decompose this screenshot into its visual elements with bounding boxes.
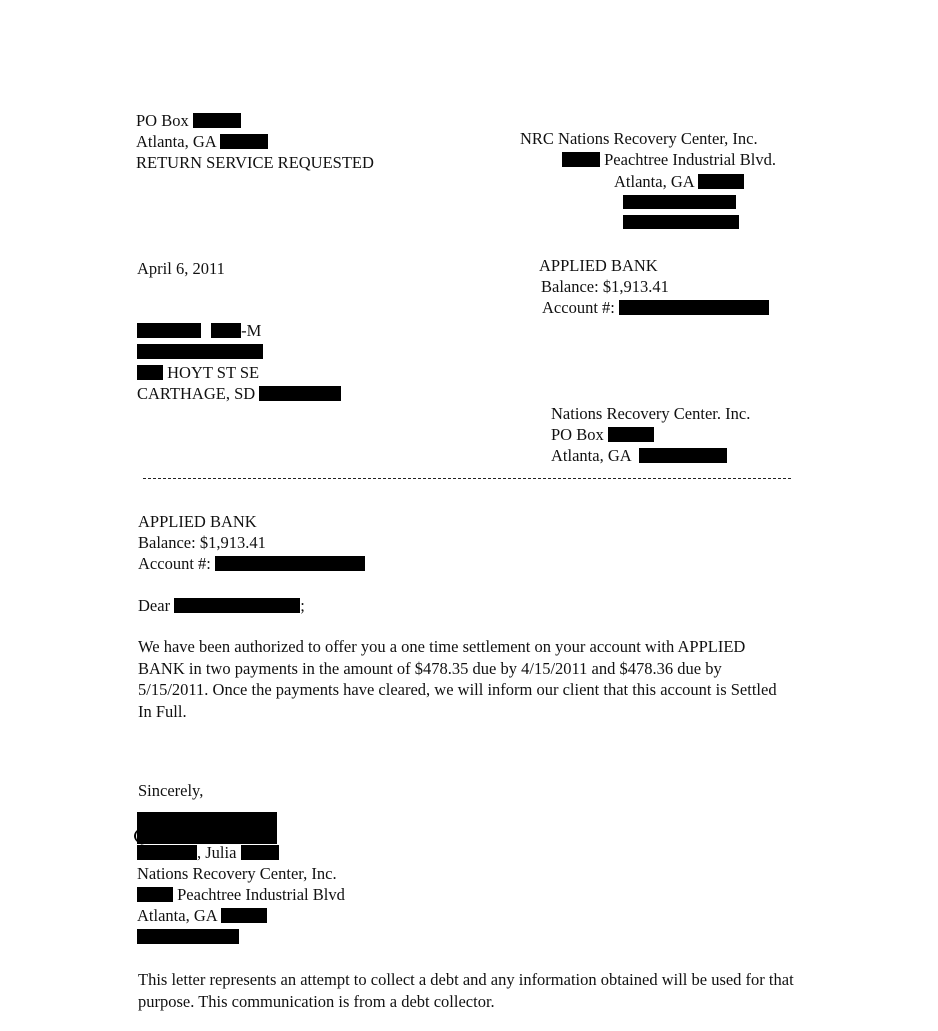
redaction bbox=[137, 929, 239, 944]
salutation: Dear bbox=[138, 596, 171, 615]
salutation-end: ; bbox=[300, 596, 305, 615]
agency-city-line bbox=[614, 171, 744, 192]
sender-address bbox=[136, 110, 374, 173]
redaction bbox=[174, 598, 300, 613]
recipient-line2 bbox=[137, 341, 341, 362]
account-number-line bbox=[539, 297, 769, 318]
remit-po-box-label: PO Box bbox=[551, 425, 604, 444]
redaction bbox=[220, 134, 268, 149]
remit-city-line bbox=[551, 445, 750, 466]
creditor-name: APPLIED BANK bbox=[539, 256, 658, 275]
agency-street-line bbox=[562, 149, 776, 170]
remit-name: Nations Recovery Center. Inc. bbox=[551, 404, 751, 423]
redaction bbox=[215, 556, 365, 571]
stub-balance: Balance: $1,913.41 bbox=[138, 533, 266, 552]
redaction bbox=[639, 448, 727, 463]
debt-collector-disclaimer: This letter represents an attempt to collect a debt and any information obtained will be used for that purpose. This communication is from a debt collector. bbox=[138, 970, 794, 1011]
stub-account-label: Account #: bbox=[138, 554, 211, 573]
redaction bbox=[623, 215, 739, 229]
recipient-address bbox=[137, 320, 341, 404]
redaction bbox=[211, 323, 241, 338]
redaction bbox=[259, 386, 341, 401]
letter-body: We have been authorized to offer you a one time settlement on your account with APPLIED BANK in two payments in the amount of $478.35 due by 4/15/2011 and $478.36 due by 5/15/2011. Once the payments have cleared, we will inform our client that this account is Settled In Full. bbox=[138, 637, 777, 721]
redaction bbox=[137, 845, 197, 860]
signature-city-line bbox=[137, 905, 345, 926]
recipient-city-state: CARTHAGE, SD bbox=[137, 384, 256, 403]
recipient-street-line bbox=[137, 362, 341, 383]
salutation-line bbox=[138, 595, 305, 616]
signature-name-part: , Julia bbox=[197, 843, 237, 862]
recipient-name-line bbox=[137, 320, 341, 341]
redaction bbox=[221, 908, 267, 923]
sender-city-state: Atlanta, GA bbox=[136, 132, 216, 151]
remit-city-state: Atlanta, GA bbox=[551, 446, 631, 465]
agency-street: Peachtree Industrial Blvd. bbox=[604, 150, 776, 169]
sender-po-box-label: PO Box bbox=[136, 111, 189, 130]
redaction bbox=[698, 174, 744, 189]
remit-po-box-line bbox=[551, 424, 750, 445]
tear-off-line bbox=[143, 478, 791, 479]
redaction bbox=[562, 152, 600, 167]
redaction bbox=[193, 113, 241, 128]
recipient-name-suffix: -M bbox=[241, 321, 262, 340]
redaction bbox=[619, 300, 769, 315]
recipient-city-line bbox=[137, 383, 341, 404]
redaction bbox=[241, 845, 279, 860]
signature-street: Peachtree Industrial Blvd bbox=[177, 885, 345, 904]
agency-city-state: Atlanta, GA bbox=[614, 172, 694, 191]
stub-account-line bbox=[138, 553, 365, 574]
signature-block bbox=[137, 842, 345, 947]
redaction bbox=[137, 344, 263, 359]
recipient-street: HOYT ST SE bbox=[167, 363, 260, 382]
signature-city-state: Atlanta, GA bbox=[137, 906, 217, 925]
account-info-stub bbox=[138, 511, 365, 574]
stub-creditor: APPLIED BANK bbox=[138, 512, 257, 531]
redaction bbox=[623, 195, 736, 209]
balance-amount: Balance: $1,913.41 bbox=[541, 277, 669, 296]
redaction bbox=[137, 887, 173, 902]
remit-to-address bbox=[551, 403, 750, 466]
account-label: Account #: bbox=[542, 298, 615, 317]
signature-name-line bbox=[137, 842, 345, 863]
signature-line5 bbox=[137, 926, 345, 947]
redaction bbox=[608, 427, 654, 442]
signature-company: Nations Recovery Center, Inc. bbox=[137, 864, 337, 883]
return-service-text: RETURN SERVICE REQUESTED bbox=[136, 153, 374, 172]
redaction bbox=[137, 323, 201, 338]
letter-date: April 6, 2011 bbox=[137, 259, 225, 278]
closing: Sincerely, bbox=[138, 781, 204, 800]
redaction bbox=[137, 365, 163, 380]
sender-city-line bbox=[136, 131, 374, 152]
account-info-top bbox=[539, 255, 769, 318]
signature-redaction bbox=[137, 812, 277, 844]
signature-street-line bbox=[137, 884, 345, 905]
agency-name: NRC Nations Recovery Center, Inc. bbox=[520, 129, 758, 148]
sender-po-box-line bbox=[136, 110, 374, 131]
